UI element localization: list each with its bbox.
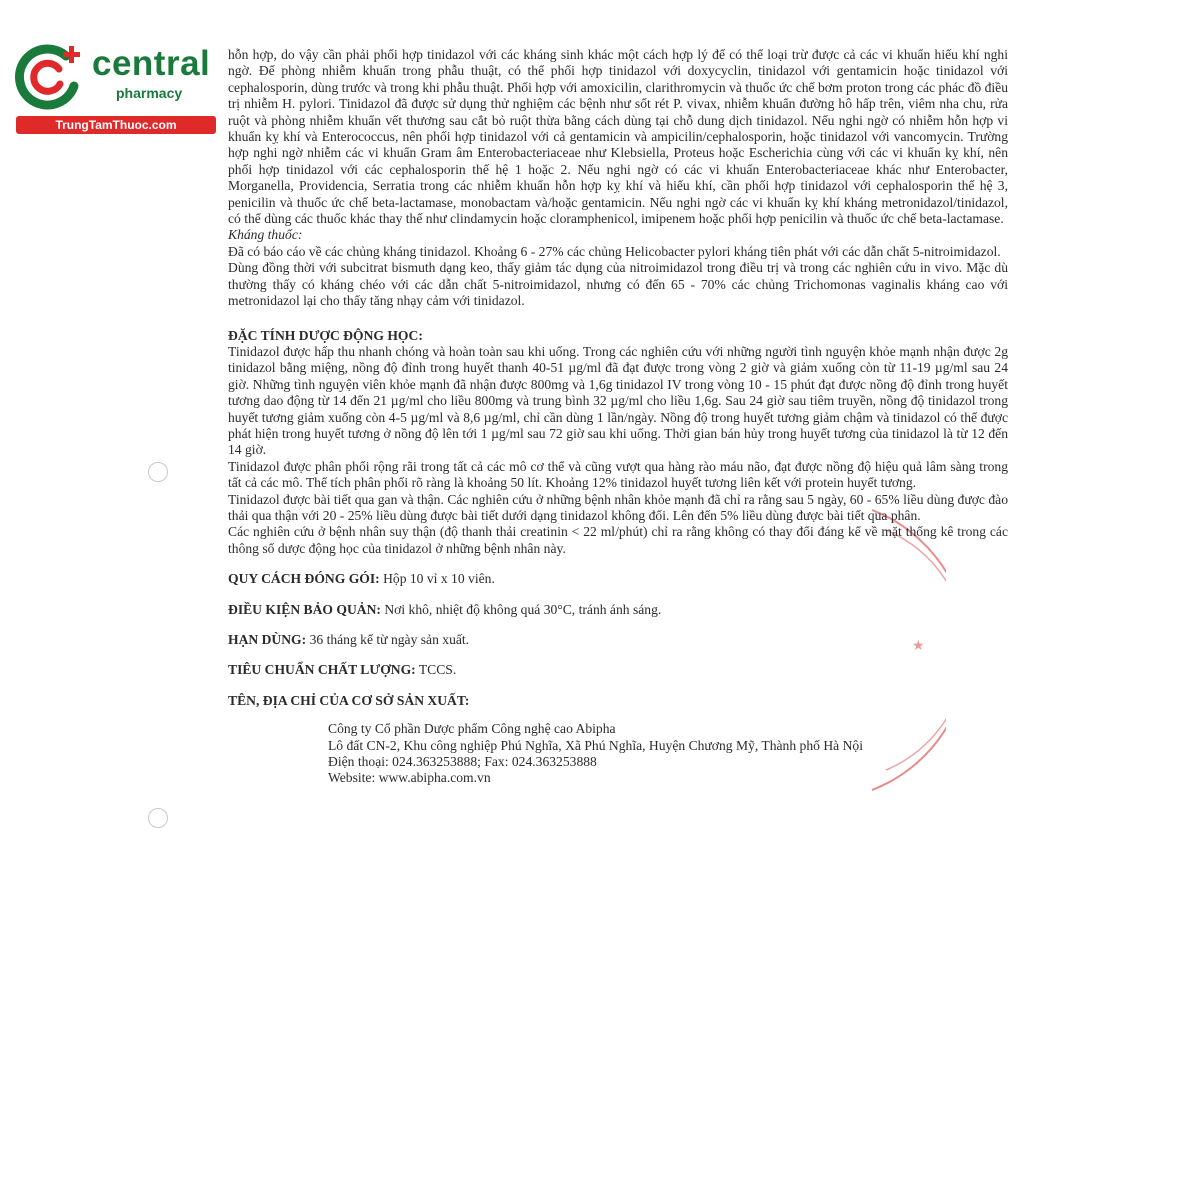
punch-hole-mark [148, 462, 168, 482]
paragraph-distribution: Tinidazol được phân phối rộng rãi trong tất cả các mô cơ thể và cũng vượt qua hàng rào máu não, đạt được nồng độ hiệu quả lâm sàng trong tất cả các mô. Thể tích phân phối rõ ràng là khoảng 50 lít. Khoảng 12% tinidazol huyết tương liên kết với protein huyết tương. [228, 458, 1008, 491]
svg-text:★: ★ [912, 638, 925, 654]
brand-url: TrungTamThuoc.com [16, 116, 216, 134]
manufacturer-phone: Điện thoại: 024.363253888; Fax: 024.363253888 [328, 754, 597, 770]
paragraph-absorption: Tinidazol được hấp thu nhanh chóng và hoàn toàn sau khi uống. Trong các nghiên cứu với những người tình nguyện khỏe mạnh nhận được 2g tinidazol bằng miệng, nồng độ đỉnh trong huyết thanh 40-51 µg/ml đã đạt được trong vòng 2 giờ và giảm xuống còn từ 11-19 µg/ml sau 24 giờ. Những tình nguyện viên khỏe mạnh đã nhận được 800mg và 1,6g tinidazol IV trong vòng 10 - 15 phút đạt được nồng độ đỉnh trong huyết tương dao động từ 14 đến 21 µg/ml cho liều 800mg và trung bình 32 µg/ml cho liều 1,6g. Sau 24 giờ sau tiêm truyền, nồng độ tinidazol trong huyết tương giảm xuống còn 4-5 µg/ml và 8,6 µg/ml, chỉ cần dùng 1 lần/ngày. Nồng độ trong huyết tương giảm chậm và tinidazol có thể được phát hiện trong huyết tương ở nồng độ lên tới 1 µg/ml sau 72 giờ sau khi uống. Thời gian bán hủy trong huyết tương của tinidazol là từ 12 đến 14 giờ. [228, 343, 1008, 458]
brand-name: central [92, 44, 211, 83]
punch-hole-mark [148, 808, 168, 828]
storage-row [228, 602, 1008, 618]
brand-logo [8, 36, 218, 136]
paragraph-resistance: Đã có báo cáo về các chủng kháng tinidazol. Khoảng 6 - 27% các chủng Helicobacter pylori kháng tiên phát với các dẫn chất 5-nitroimidazol. [228, 243, 1001, 259]
expiry-row [228, 632, 1008, 648]
manufacturer-address: Lô đất CN-2, Khu công nghiệp Phú Nghĩa, Xã Phú Nghĩa, Huyện Chương Mỹ, Thành phố Hà Nội [328, 737, 863, 753]
storage-label: ĐIỀU KIỆN BẢO QUẢN: [228, 601, 381, 617]
quality-value: TCCS. [418, 662, 457, 678]
packing-value: Hộp 10 vỉ x 10 viên. [383, 571, 495, 587]
packing-label: QUY CÁCH ĐÓNG GÓI: [228, 571, 380, 587]
paragraph-combination-therapy: hỗn hợp, do vậy cần phải phối hợp tinidazol với các kháng sinh khác một cách hợp lý để có thể loại trừ được cả các vi khuẩn hiếu khí nghi ngờ. Để phòng nhiễm khuẩn trong phẫu thuật, có thể phối hợp tinidazol với doxycyclin, tinidazol với gentamicin hoặc tinidazol với cephalosporin, dùng trước và trong khi phẫu thuật. Phối hợp với amoxicilin, clarithromycin và thuốc ức chế bơm proton trong các phác đồ điều trị nhiễm H. pylori. Tinidazol đã được sử dụng thử nghiệm các bệnh như sốt rét P. vivax, nhiễm khuẩn đường hô hấp trên, viêm nha chu, rửa ruột và phòng nhiễm khuẩn vết thương sau cắt bỏ ruột thừa bằng cách dùng tại chỗ dung dịch tinidazol. Nếu nghi ngờ có nhiễm hỗn hợp vi khuẩn kỵ khí và Enterococcus, nên phối hợp tinidazol với cả gentamicin và ampicilin/cephalosporin, hoặc tinidazol với vancomycin. Trường hợp nghi ngờ nhiễm các vi khuẩn Gram âm Enterobacteriaceae như Klebsiella, Proteus hoặc Escherichia cùng với các vi khuẩn kỵ khí, nên phối hợp tinidazol với các cephalosporin thế hệ 1 hoặc 2. Nếu nghi ngờ có các vi khuẩn Enterobacteriaceae khác như Enterobacter, Morganella, Providencia, Serratia trong các nhiễm khuẩn hỗn hợp kỵ khí và hiếu khí, cần phối hợp tinidazol với cephalosporin thế hệ 3, penicilin và thuốc ức chế beta-lactamase, monobactam và/hoặc gentamicin. Nếu nghi ngờ các vi khuẩn kỵ khí kháng metronidazol/tinidazol, có thể dùng các thuốc khác thay thế như clindamycin hoặc cloramphenicol, imipenem hoặc phối hợp penicilin và thuốc ức chế beta-lactamase. [228, 47, 1008, 227]
central-pharmacy-logo-icon [14, 40, 84, 110]
brand-subtitle: pharmacy [116, 85, 183, 101]
document-body [228, 47, 1008, 787]
section-heading-pharmacokinetics: ĐẶC TÍNH DƯỢC ĐỘNG HỌC: [228, 327, 423, 343]
expiry-value: 36 tháng kể từ ngày sản xuất. [309, 632, 470, 647]
manufacturer-name: Công ty Cổ phần Dược phẩm Công nghệ cao Abipha [328, 721, 616, 737]
manufacturer-heading: TÊN, ĐỊA CHỈ CỦA CƠ SỞ SẢN XUẤT: [228, 692, 470, 708]
storage-value: Nơi khô, nhiệt độ không quá 30°C, tránh ánh sáng. [384, 601, 662, 617]
resistance-label: Kháng thuốc: [228, 227, 303, 243]
paragraph-excretion: Tinidazol được bài tiết qua gan và thận. Các nghiên cứu ở những bệnh nhân khỏe mạnh đã chỉ ra rằng sau 5 ngày, 60 - 65% liều dùng được đào thải qua thận với 20 - 25% liều dùng được bài tiết dưới dạng tinidazol không đổi. Lên đến 5% liều dùng được bài tiết qua phân. [228, 491, 1008, 523]
manufacturer-website: Website: www.abipha.com.vn [328, 770, 491, 786]
quality-label: TIÊU CHUẨN CHẤT LƯỢNG: [228, 662, 416, 678]
expiry-label: HẠN DÙNG: [228, 632, 307, 647]
packing-row [228, 571, 1008, 587]
quality-row [228, 662, 1008, 678]
paragraph-bismuth: Dùng đồng thời với subcitrat bismuth dạng keo, thấy giảm tác dụng của nitroimidazol trong điều trị và trong các nghiên cứu in vivo. Mặc dù thường thấy có kháng chéo với các dẫn chất 5-nitroimidazol, nhưng có đến 65 - 70% các chủng Trichomonas vaginalis kháng cao với metronidazol lại cho thấy tăng nhạy cảm với tinidazol. [228, 260, 1008, 309]
paragraph-renal-impairment: Các nghiên cứu ở bệnh nhân suy thận (độ thanh thải creatinin < 22 ml/phút) chỉ ra rằng không có thay đổi đáng kể về mặt thống kê trong các thông số dược động học của tinidazol ở những bệnh nhân này. [228, 524, 1008, 556]
